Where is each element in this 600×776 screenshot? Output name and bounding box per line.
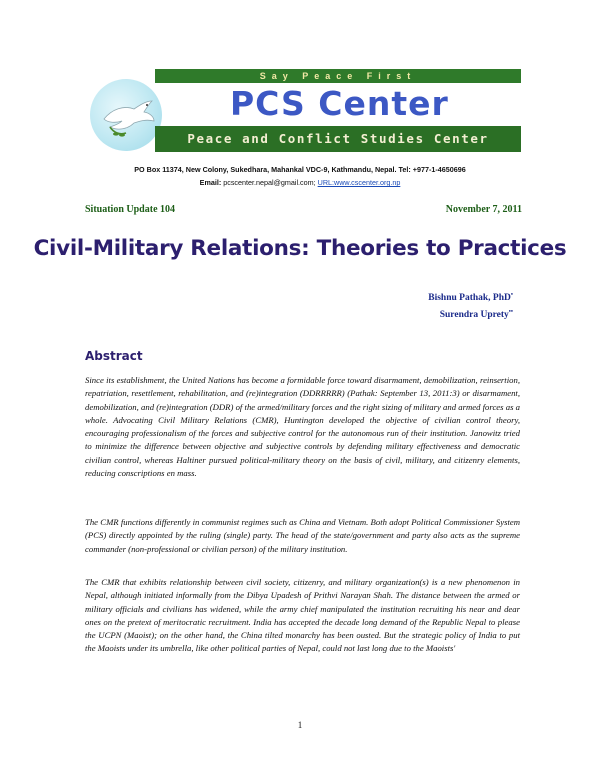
author-line <box>440 309 513 320</box>
dove-icon <box>90 79 162 151</box>
publication-date: November 7, 2011 <box>445 204 522 215</box>
situation-update-label: Situation Update 104 <box>85 204 176 215</box>
contact-line <box>0 178 600 187</box>
footnote-marker[interactable]: • <box>510 292 513 298</box>
author-line <box>428 292 513 303</box>
website-link[interactable]: URL:www.cscenter.org.np <box>317 178 401 187</box>
email-label: Email: <box>199 178 222 187</box>
email-address[interactable]: pcscenter.nepal@gmail.com; <box>223 178 316 187</box>
center-subtitle-banner: Peace and Conflict Studies Center <box>155 126 521 152</box>
tagline-banner: Say Peace First <box>155 69 521 83</box>
author-name: Surendra Uprety <box>439 310 509 321</box>
page-number: 1 <box>297 720 303 730</box>
document-title: Civil-Military Relations: Theories to Practices <box>33 236 567 261</box>
footnote-marker[interactable]: •• <box>508 309 513 315</box>
dove-logo <box>90 79 162 151</box>
abstract-paragraph: Since its establishment, the United Nations has become a formidable force toward disarmament, demobilization, reinsertion, repatriation, resettlement, rehabilitation, and (re)integration (DDRRRRR) (Pathak: September 13, 2011:3) or disarmament, demobilization, and (re)integration (DDR) of the armed/military forces and the right sizing of military and armed forces as a whole. Advocating Civil Military Relations (CMR), Huntington developed the objective of civilian control theory, encouraging professionalism of the forces and subjective control for the autonomous run of their institution. Janowitz tried to minimize the difference between objective and subjective controls by defending military effectiveness and democratic civilian control, whereas Haltiner pursued political-military theory on the basis of civil, military, and citizenry elements, reducing conscriptions en mass. <box>85 375 520 479</box>
abstract-heading: Abstract <box>85 349 143 363</box>
abstract-paragraph: The CMR functions differently in communist regimes such as China and Vietnam. Both adopt Political Commissioner System (PCS) directly appointed by the ruling (single) party. The head of the state/government and party also acts as the supreme commander (non-professional or civilian person) of the military institution. <box>85 517 520 554</box>
brand-name: PCS Center <box>230 84 449 123</box>
postal-address: PO Box 11374, New Colony, Sukedhara, Mahankal VDC-9, Kathmandu, Nepal. Tel: +977-1-4650696 <box>134 165 466 174</box>
abstract-paragraph: The CMR that exhibits relationship between civil society, citizenry, and military organization(s) is a new phenomenon in Nepal, although initiated informally from the Dibya Upadesh of Prithvi Narayan Shah. The distance between the armed or military officials and civilians has widened, while the army chief manipulated the institution recruiting his near and dear ones on the pretext of meritocratic recruitment. India has accepted the decade long demand of the Republic Nepal to please the UCPN (Maoist); on the other hand, the China tilted monarchy has been ousted. But the strategic policy of India to put the Maoists under its umbrella, like other political parties of Nepal, could not last long due to the Maoists' <box>85 577 520 654</box>
author-name: Bishnu Pathak, PhD <box>428 293 511 304</box>
